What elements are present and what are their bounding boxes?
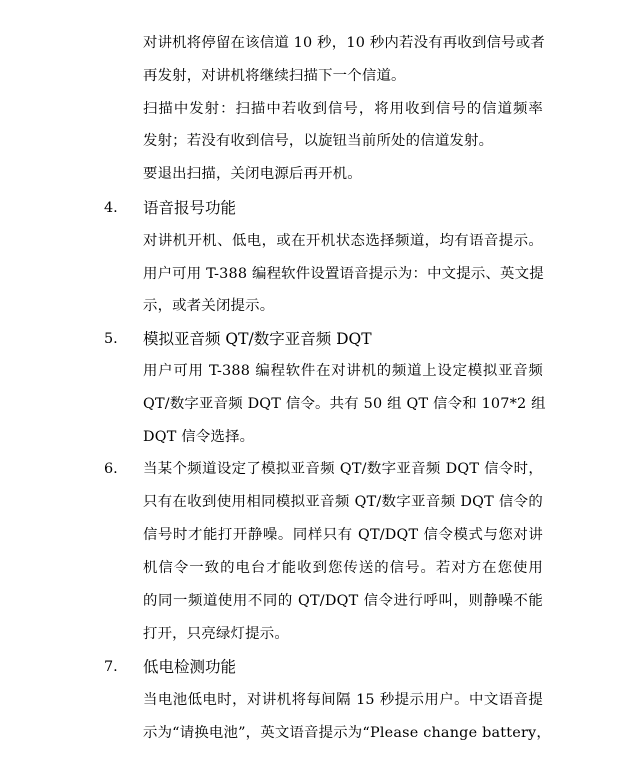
section-heading: 低电检测功能 (143, 658, 237, 676)
text-line: 信号时才能打开静噪。同样只有 QT/DQT 信令模式与您对讲 (143, 527, 543, 543)
text-line: 示为“请换电池”，英文语音提示为“Please change battery， (143, 725, 551, 741)
text-line: 示，或者关闭提示。 (143, 298, 275, 314)
text-line: 再发射，对讲机将继续扫描下一个信道。 (143, 68, 406, 84)
text-line: 只有在收到使用相同模拟亚音频 QT/数字亚音频 DQT 信令的 (143, 494, 543, 510)
text-line: 当电池低电时，对讲机将每间隔 15 秒提示用户。中文语音提 (143, 692, 543, 708)
text-line: DQT 信令选择。 (143, 429, 255, 445)
section-number: 7. (104, 659, 118, 675)
text-line: 用户可用 T-388 编程软件在对讲机的频道上设定模拟亚音频 (143, 363, 543, 379)
text-line: 对讲机将停留在该信道 10 秒，10 秒内若没有再收到信号或者 (143, 35, 545, 51)
text-line: 机信令一致的电台才能收到您传送的信号。若对方在您使用 (143, 560, 543, 576)
text-line: 当某个频道设定了模拟亚音频 QT/数字亚音频 DQT 信令时， (143, 461, 543, 477)
section-heading: 语音报号功能 (143, 199, 237, 217)
text-line: 的同一频道使用不同的 QT/DQT 信令进行呼叫，则静噪不能 (143, 593, 543, 609)
text-line: 发射；若没有收到信号，以旋钮当前所处的信道发射。 (143, 133, 494, 149)
section-number: 6. (104, 461, 118, 477)
text-line: 用户可用 T-388 编程软件设置语音提示为：中文提示、英文提 (143, 266, 544, 282)
section-heading: 模拟亚音频 QT/数字亚音频 DQT (143, 330, 372, 348)
section-number: 4. (104, 200, 118, 216)
text-line: QT/数字亚音频 DQT 信令。共有 50 组 QT 信令和 107*2 组 (143, 396, 546, 412)
text-line: 打开，只亮绿灯提示。 (143, 626, 289, 642)
text-line: 扫描中发射：扫描中若收到信号，将用收到信号的信道频率 (143, 101, 543, 117)
text-line: 对讲机开机、低电，或在开机状态选择频道，均有语音提示。 (143, 233, 543, 249)
section-number: 5. (104, 331, 118, 347)
text-line: 要退出扫描，关闭电源后再开机。 (143, 166, 362, 182)
